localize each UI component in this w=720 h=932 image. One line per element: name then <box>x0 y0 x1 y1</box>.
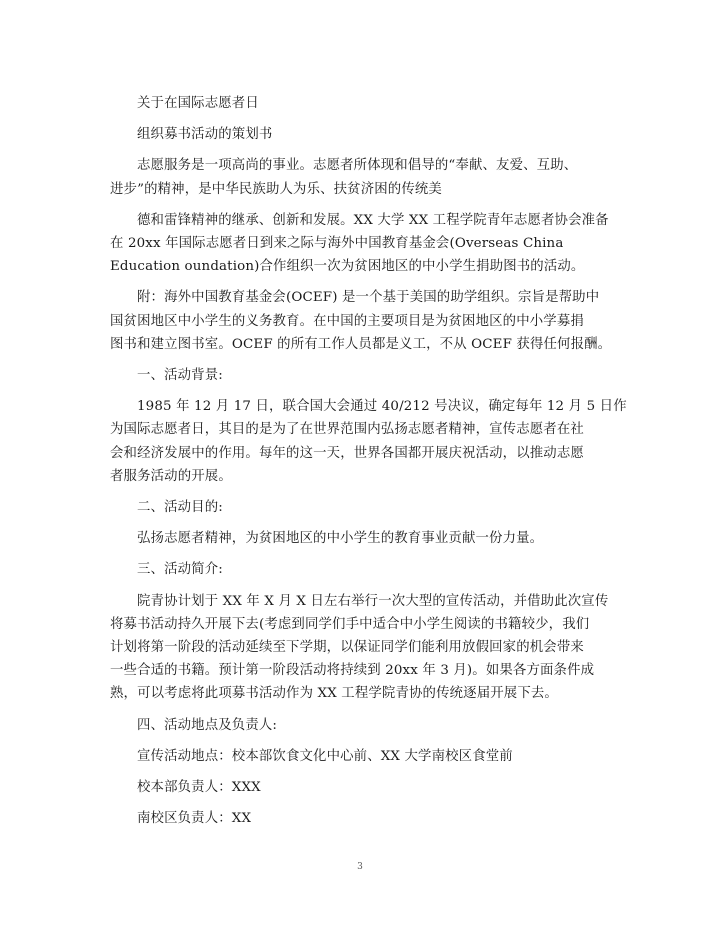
section-3-line-1: 院青协计划于 XX 年 X 月 X 日左右举行一次大型的宣传活动，并借助此次宣传 <box>137 593 609 609</box>
section-2-heading: 二、活动目的: <box>137 500 223 516</box>
section-3-line-4: 一些合适的书籍。预计第一阶段活动将持续到 20xx 年 3 月)。如果各方面条件成 <box>110 663 595 679</box>
section-4-south-campus: 南校区负责人：XX <box>137 811 252 827</box>
section-1-line-2: 为国际志愿者日，其目的是为了在世界范围内弘扬志愿者精神，宣传志愿者在社 <box>110 422 584 438</box>
appendix-line-1: 附：海外中国教育基金会(OCEF) 是一个基于美国的助学组织。宗旨是帮助中 <box>137 290 600 306</box>
section-1-line-3: 会和经济发展中的作用。每年的这一天，世界各国都开展庆祝活动，以推动志愿 <box>110 445 584 461</box>
section-1-line-1: 1985 年 12 月 17 日，联合国大会通过 40/212 号决议，确定每年 12 月 5 日作 <box>137 399 627 415</box>
title-line-2: 组织募书活动的策划书 <box>137 127 273 143</box>
document-body <box>110 92 627 830</box>
section-4-location: 宣传活动地点：校本部饮食文化中心前、XX 大学南校区食堂前 <box>137 748 513 764</box>
appendix-line-2: 国贫困地区中小学生的义务教育。在中国的主要项目是为贫困地区的中小学募捐 <box>110 313 584 329</box>
section-2-body: 弘扬志愿者精神，为贫困地区的中小学生的教育事业贡献一份力量。 <box>137 531 544 547</box>
intro-line-3: 德和雷锋精神的继承、创新和发展。XX 大学 XX 工程学院青年志愿者协会准备 <box>137 212 609 228</box>
section-3-line-3: 计划将第一阶段的活动延续至下学期，以保证同学们能利用放假回家的机会带来 <box>110 640 584 656</box>
section-3-line-2: 将募书活动持久开展下去(考虑到同学们手中适合中小学生阅读的书籍较少，我们 <box>110 616 590 632</box>
section-1-line-4: 者服务活动的开展。 <box>110 468 232 484</box>
section-3-heading: 三、活动简介: <box>137 562 223 578</box>
intro-line-1: 志愿服务是一项高尚的事业。志愿者所体现和倡导的“奉献、友爱、互助、 <box>137 158 578 174</box>
intro-line-4: 在 20xx 年国际志愿者日到来之际与海外中国教育基金会(Overseas China <box>110 236 564 252</box>
section-3-line-5: 熟，可以考虑将此项募书活动作为 XX 工程学院青协的传统逐届开展下去。 <box>110 686 558 702</box>
section-1-heading: 一、活动背景: <box>137 368 223 384</box>
title-line-1: 关于在国际志愿者日 <box>137 96 259 111</box>
section-4-heading: 四、活动地点及负责人: <box>137 717 278 733</box>
appendix-line-3: 图书和建立图书室。OCEF 的所有工作人员都是义工，不从 OCEF 获得任何报酬。 <box>110 336 612 352</box>
section-4-main-campus: 校本部负责人：XXX <box>137 780 261 796</box>
intro-line-5: Education oundation)合作组织一次为贫困地区的中小学生捐助图书的活动。 <box>110 259 585 275</box>
page-number: 3 <box>357 862 363 872</box>
intro-line-2: 进步”的精神，是中华民族助人为乐、扶贫济困的传统美 <box>110 181 442 197</box>
